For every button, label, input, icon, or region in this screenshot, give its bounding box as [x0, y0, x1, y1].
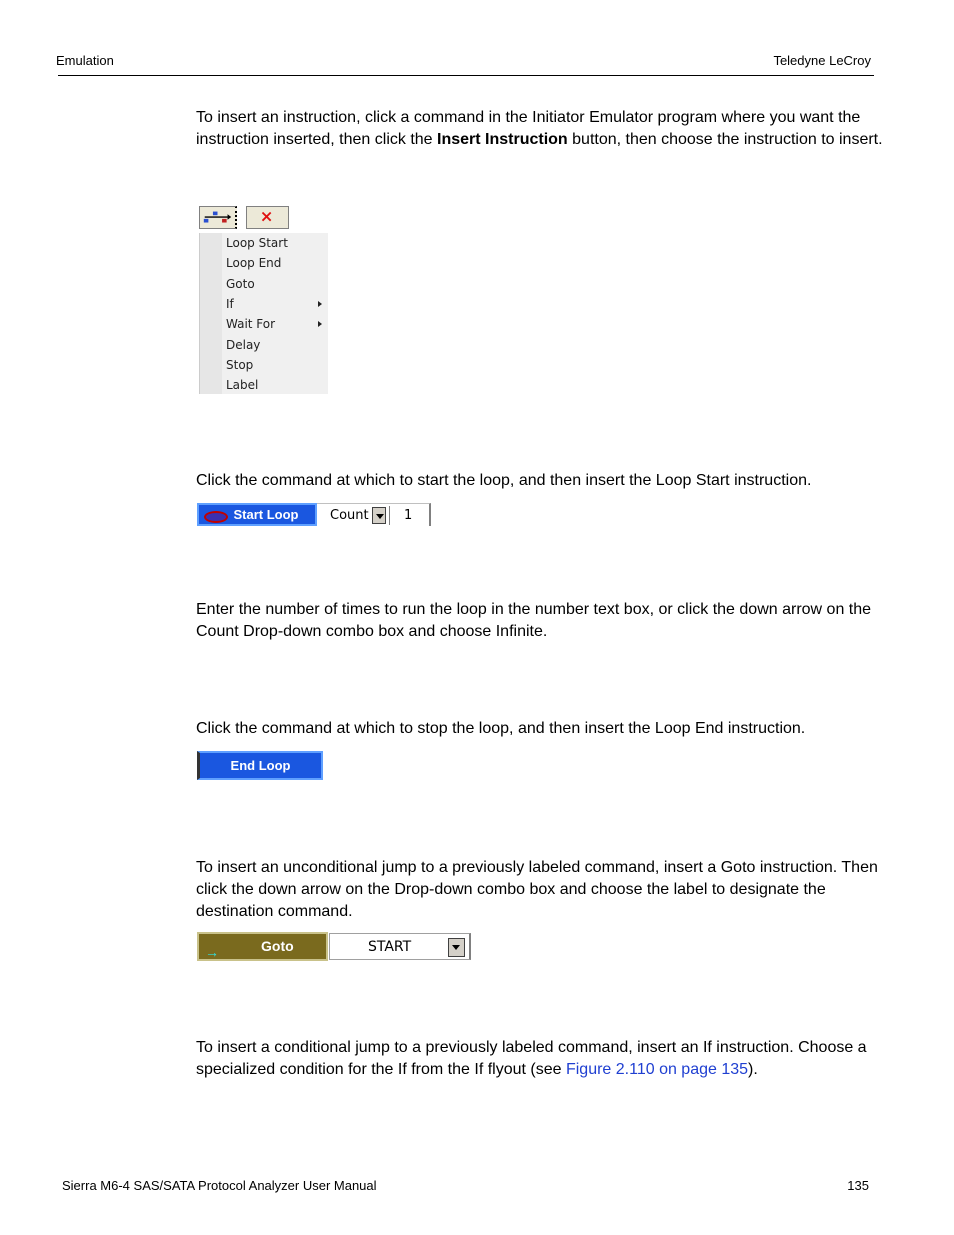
loop-oval-icon — [204, 511, 228, 523]
submenu-arrow-icon — [318, 321, 322, 327]
goto-arrow-icon: → — [205, 944, 219, 960]
menu-icon-gutter — [200, 233, 222, 394]
instruction-dropdown-menu — [199, 233, 328, 394]
insert-instruction-term: Insert Instruction — [437, 131, 568, 148]
goto-instruction-figure — [197, 932, 471, 961]
menu-item-label: Goto — [226, 277, 255, 291]
delete-icon — [247, 207, 288, 228]
insert-instruction-menu-figure — [199, 206, 327, 394]
menu-item-label: Loop Start — [226, 236, 288, 250]
menu-item-label: Delay — [226, 338, 261, 352]
start-loop-instruction-figure — [197, 503, 431, 526]
header-company: Teledyne LeCroy — [773, 53, 871, 68]
header-rule — [58, 75, 874, 76]
delete-instruction-button[interactable] — [246, 206, 289, 229]
menu-item-label-instruction[interactable] — [226, 375, 326, 395]
figure-reference-link[interactable]: Figure 2.110 on page 135 — [565, 1061, 749, 1078]
para6-text-before: To insert a conditional jump to a previously labeled command, insert an If instruction. Choose a specialized condition for the If from the If flyout (see — [196, 1039, 867, 1078]
footer-page-number: 135 — [847, 1178, 869, 1193]
paragraph-goto: To insert an unconditional jump to a previously labeled command, insert a Goto instruction. Then click the down arrow on the Drop-down combo box and choose the label to designate the destination command. — [196, 859, 878, 920]
menu-item-loop-start[interactable] — [226, 233, 326, 253]
paragraph-insert-instruction — [196, 107, 886, 151]
menu-item-label: Loop End — [226, 256, 282, 270]
field-divider — [389, 506, 390, 525]
goto-label: Goto — [261, 938, 294, 954]
paragraph-if — [196, 1037, 886, 1081]
goto-combo-dropdown-arrow[interactable] — [448, 938, 465, 957]
menu-item-stop[interactable] — [226, 355, 326, 375]
end-loop-instruction-figure — [197, 751, 323, 780]
footer-manual-title: Sierra M6-4 SAS/SATA Protocol Analyzer User Manual — [62, 1178, 377, 1193]
menu-item-if[interactable] — [226, 294, 326, 314]
count-combo-value: Count — [330, 508, 369, 523]
header-section-title: Emulation — [56, 53, 114, 68]
goto-label-combo[interactable] — [329, 933, 471, 960]
menu-item-label: Stop — [226, 358, 254, 372]
menu-item-label: Wait For — [226, 317, 276, 331]
count-combo-dropdown-arrow[interactable] — [372, 507, 386, 524]
para6-text-after: ). — [748, 1061, 758, 1078]
paragraph-loop-count: Enter the number of times to run the loop in the number text box, or click the down arrow on the Count Drop-down combo box and choose Infinite. — [196, 601, 872, 640]
end-loop-button[interactable] — [197, 751, 323, 780]
goto-button[interactable] — [197, 932, 328, 961]
menu-item-delay[interactable] — [226, 335, 326, 355]
para1-text-before: To insert an instruction, click a command in the Initiator Emulator program where you want the instruction inserted, then click the — [196, 109, 861, 148]
menu-item-label: If — [226, 297, 234, 311]
menu-item-goto[interactable] — [226, 274, 326, 294]
paragraph-loop-start: Click the command at which to start the loop, and then insert the Loop Start instruction. — [196, 472, 812, 489]
end-loop-label: End Loop — [230, 758, 291, 773]
insert-instruction-icon — [200, 207, 235, 228]
paragraph-loop-end: Click the command at which to stop the loop, and then insert the Loop End instruction. — [196, 720, 806, 737]
menu-item-wait-for[interactable] — [226, 314, 326, 334]
insert-instruction-button[interactable] — [199, 206, 237, 229]
menu-item-label: Label — [226, 378, 259, 392]
menu-item-loop-end[interactable] — [226, 253, 326, 273]
loop-count-input[interactable]: 1 — [404, 508, 413, 523]
goto-combo-value: START — [368, 939, 412, 955]
start-loop-button[interactable] — [197, 503, 317, 526]
start-loop-label: Start Loop — [233, 507, 299, 522]
submenu-arrow-icon — [318, 301, 322, 307]
para1-text-after: button, then choose the instruction to insert. — [567, 131, 883, 148]
start-loop-controls — [317, 503, 431, 526]
